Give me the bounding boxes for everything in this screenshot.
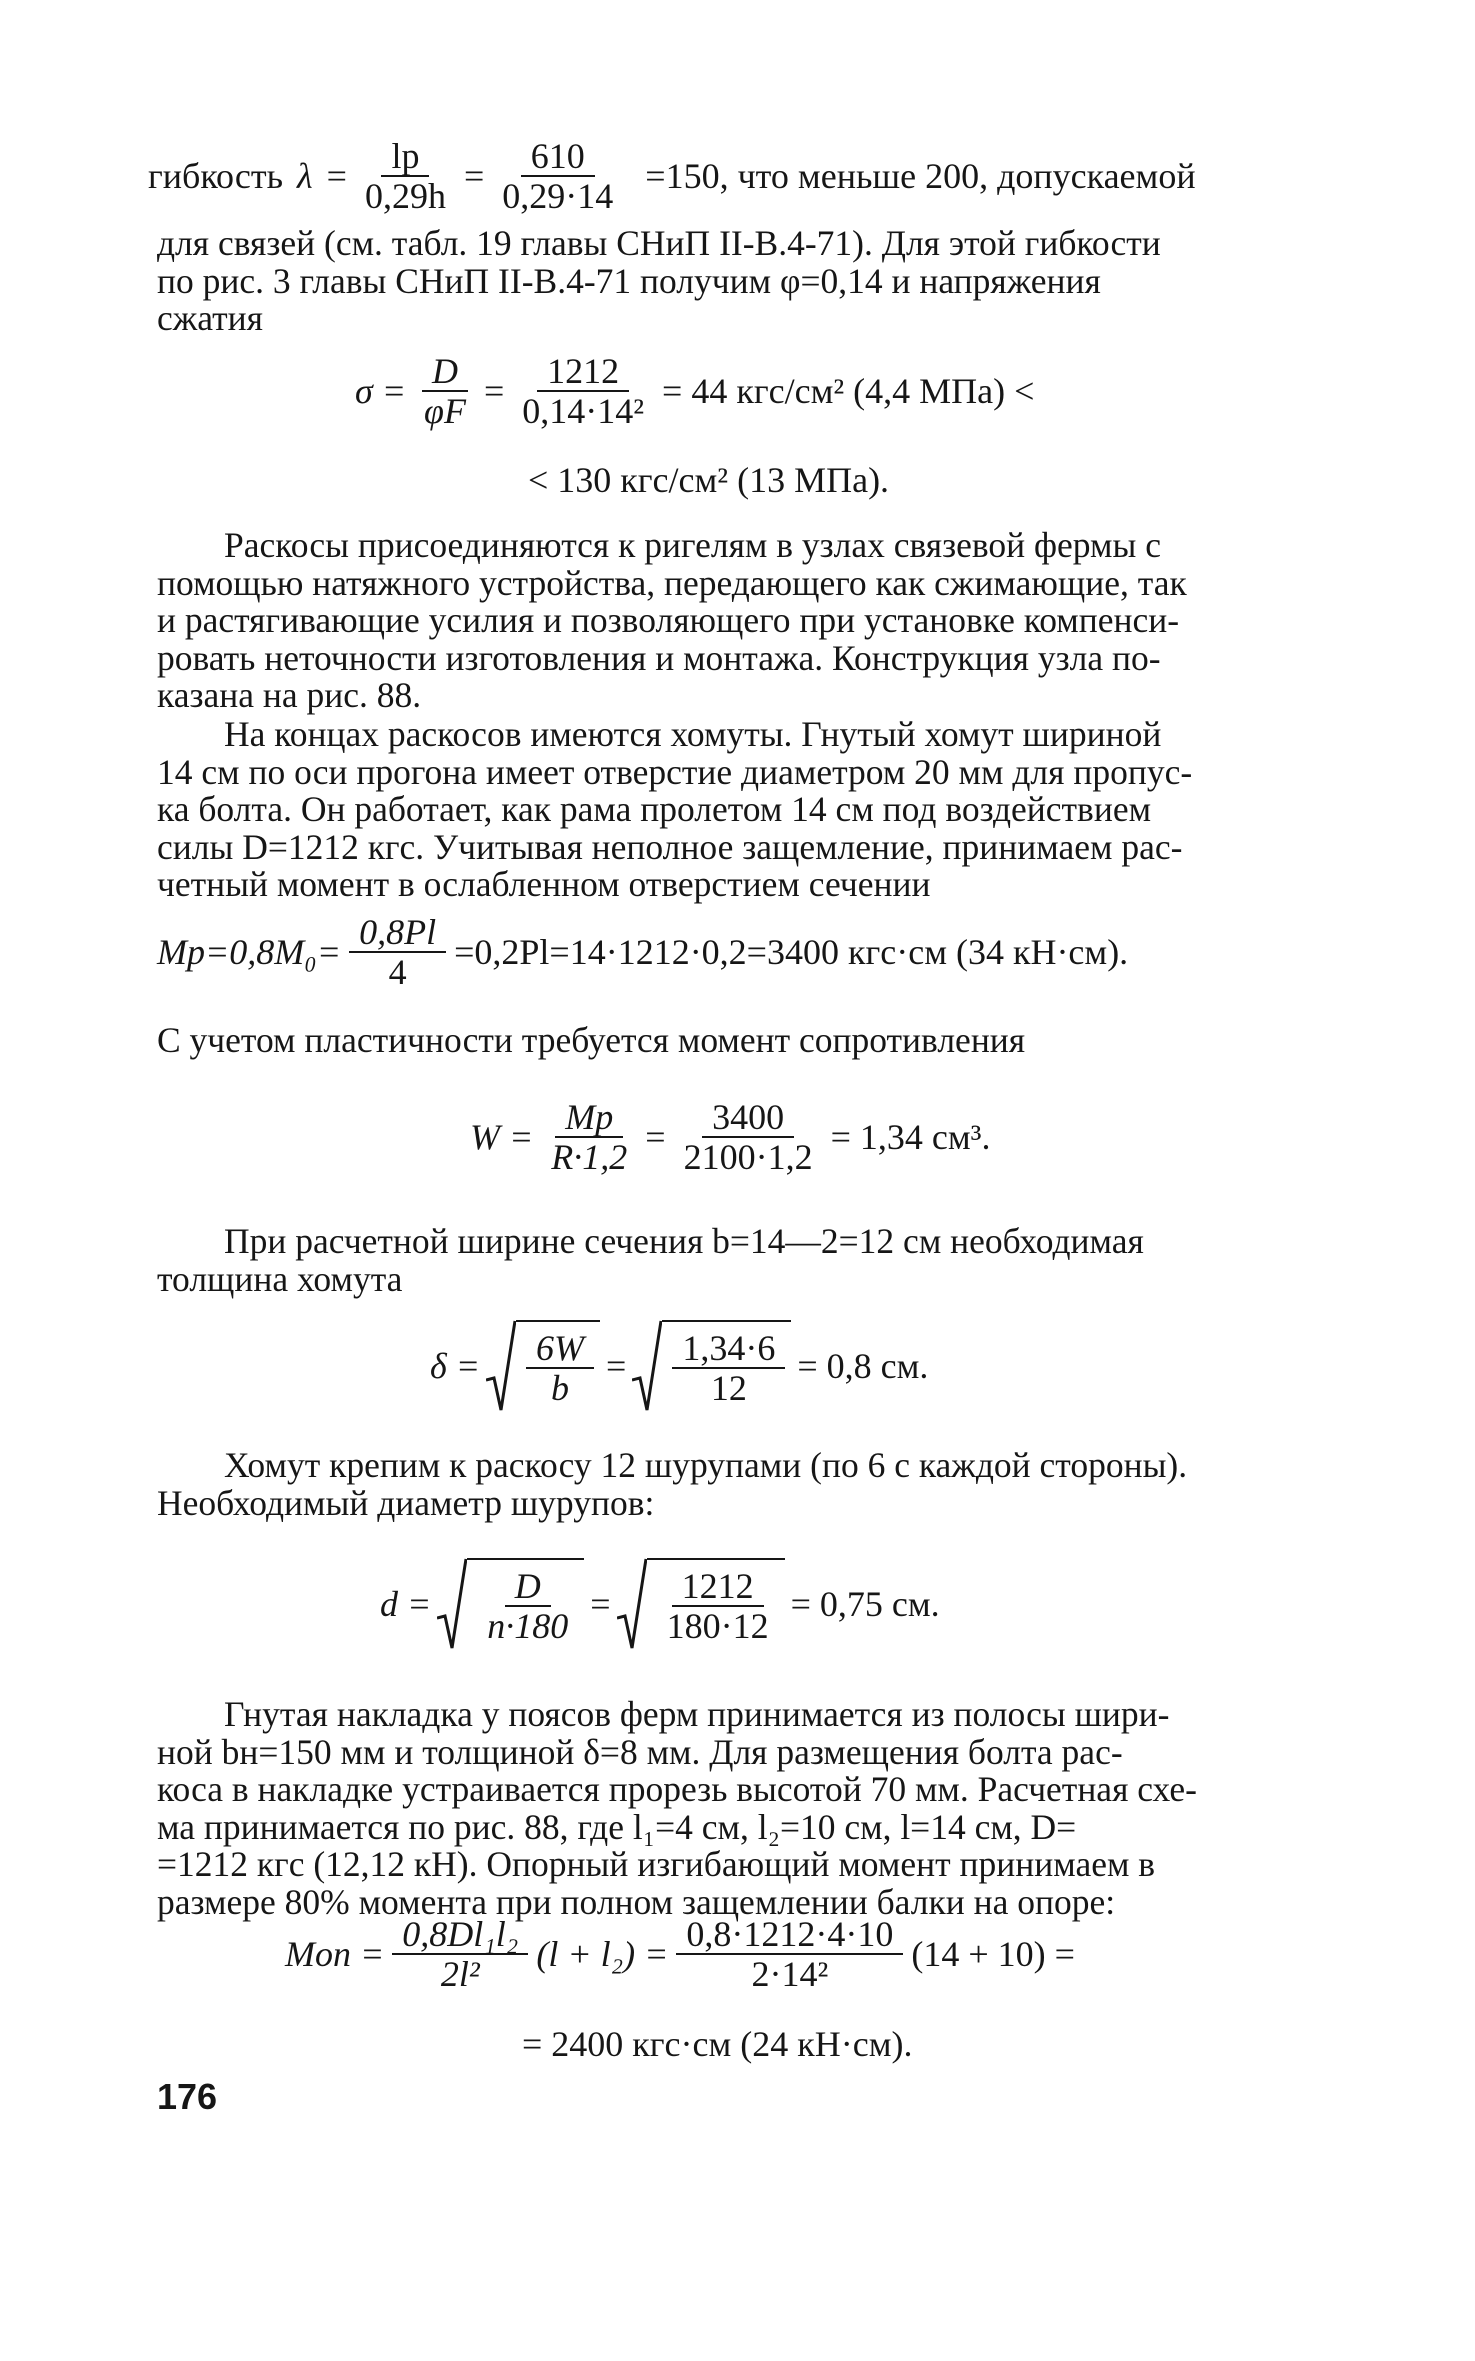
stress-limit — [528, 462, 889, 498]
fraction-denominator: 180·12 — [666, 1606, 769, 1646]
fraction-134x6-over-12 — [672, 1329, 785, 1407]
delta-lhs: δ = — [430, 1346, 481, 1386]
text-line: для связей (см. табл. 19 главы СНиП II-В.4-71). Для этой гибкости — [157, 223, 1161, 263]
equals-sign: = — [645, 1117, 666, 1157]
radicand — [647, 1558, 785, 1650]
stress-result: = 44 кгс/см² (4,4 МПа) < — [662, 371, 1035, 411]
fraction-1212-over-area — [512, 352, 654, 430]
equals-sign: = — [606, 1346, 627, 1386]
fraction-denominator: 2100·1,2 — [683, 1137, 813, 1177]
text-line: ка болта. Он работает, как рама пролетом 14 см под воздействием — [157, 789, 1152, 829]
text-line: по рис. 3 главы СНиП II-В.4-71 получим φ=0,14 и напряжения — [157, 260, 1101, 301]
fraction-numeric — [676, 1915, 903, 1993]
text-line: Необходимый диаметр шурупов: — [157, 1482, 655, 1523]
fraction-6w-over-b — [526, 1329, 594, 1407]
fraction-numerator: D — [505, 1567, 551, 1607]
fraction-denominator: n·180 — [487, 1606, 569, 1646]
text-line: На концах раскосов имеются хомуты. Гнутый хомут шириной — [224, 714, 1162, 754]
fraction-denominator: 12 — [710, 1368, 747, 1408]
fraction-numerator: 1212 — [672, 1567, 764, 1607]
support-moment-result — [522, 2026, 913, 2062]
text-line: ма принимается по рис. 88, где l₁=4 см, l₂=10 см, l=14 см, D= — [157, 1806, 1077, 1847]
fraction-d-over-phif — [414, 352, 476, 430]
screw-diameter-formula — [380, 1558, 940, 1650]
radical — [632, 1320, 791, 1412]
fraction-denominator: 2·14² — [751, 1954, 829, 1994]
section-modulus-formula — [470, 1098, 990, 1176]
radical-sign-icon — [632, 1320, 662, 1412]
stress-limit-text: < 130 кгс/см² (13 МПа). — [528, 460, 890, 500]
text-line: толщина хомута — [157, 1258, 403, 1299]
radical-sign-icon — [486, 1320, 516, 1412]
radicand — [467, 1558, 584, 1650]
page-number: 176 — [157, 2076, 218, 2117]
fraction-numerator: 0,8·1212·4·10 — [676, 1915, 903, 1955]
fraction-denominator: φF — [424, 391, 466, 431]
text-line: казана на рис. 88. — [157, 675, 422, 715]
fraction-numerator: lр — [381, 137, 429, 177]
paragraph-clamps — [157, 716, 1352, 904]
fraction-numerator: 6W — [526, 1329, 594, 1369]
d-lhs: d = — [380, 1584, 432, 1624]
fraction-denominator: 0,29h — [364, 176, 446, 216]
text-line: и растягивающие усилия и позволяющего при установке компенси- — [157, 600, 1180, 640]
w-lhs: W = — [470, 1117, 534, 1157]
fraction-d-over-n180 — [477, 1567, 578, 1645]
thickness-formula — [430, 1320, 928, 1412]
fraction-numerator: 610 — [521, 137, 595, 177]
fraction-mp-over-r12 — [541, 1098, 637, 1176]
section-modulus-result: = 1,34 см³. — [830, 1117, 991, 1157]
text-line: Хомут крепим к раскосу 12 шурупами (по 6 с каждой стороны). — [224, 1445, 1188, 1485]
support-moment-result-text: = 2400 кгс·см (24 кН·см). — [522, 2024, 913, 2064]
slenderness-text — [157, 225, 1352, 338]
thickness-result: = 0,8 см. — [797, 1346, 929, 1386]
text-line: сжатия — [157, 298, 263, 338]
fraction-numerator: 1,34·6 — [672, 1329, 785, 1369]
equals-sign: = — [326, 156, 347, 196]
fraction-numerator: 3400 — [702, 1098, 794, 1138]
fraction-08dl1l2-over-2l2 — [392, 1915, 528, 1993]
fraction-numerator: D — [422, 352, 468, 392]
text-line: При расчетной ширине сечения b=14—2=12 см необходимая — [224, 1221, 1144, 1261]
fraction-denominator: R·1,2 — [551, 1137, 628, 1177]
fraction-denominator: 4 — [388, 952, 407, 992]
screw-diameter-result: = 0,75 см. — [790, 1584, 940, 1624]
equals-sign: = — [483, 371, 505, 411]
fraction-1212-over-180x12 — [657, 1567, 779, 1645]
moment-lhs: Mр=0,8M₀= — [157, 932, 342, 972]
fraction-08pl-over-4 — [349, 913, 446, 991]
slenderness-label: гибкость — [148, 156, 284, 196]
radicand — [516, 1320, 600, 1412]
text-line: =1212 кгс (12,12 кН). Опорный изгибающий момент принимаем в — [157, 1844, 1156, 1884]
radical-sign-icon — [437, 1558, 467, 1650]
text-line: четный момент в ослабленном отверстием сечении — [157, 864, 931, 904]
text-line: Раскосы присоединяются к ригелям в узлах связевой фермы с — [224, 525, 1161, 565]
paragraph-section-modulus — [157, 1022, 1352, 1060]
moment-formula — [157, 913, 1128, 991]
fraction-denominator: b — [551, 1368, 570, 1408]
fraction-3400-over-2100x12 — [674, 1098, 823, 1176]
fraction-denominator: 0,29·14 — [502, 176, 614, 216]
equals-sign: = — [463, 156, 485, 196]
slenderness-result: =150, что меньше 200, допускаемой — [645, 156, 1196, 196]
radical — [486, 1320, 600, 1412]
stress-formula — [355, 352, 1034, 430]
radical — [437, 1558, 584, 1650]
fraction-denominator: 0,14·14² — [522, 391, 645, 431]
paragraph-screws — [157, 1447, 1352, 1522]
text-line: размере 80% момента при полном защемлении балки на опоре: — [157, 1881, 1116, 1922]
radicand — [662, 1320, 791, 1412]
mop-lhs: Mоп = — [285, 1934, 385, 1974]
text-line: 14 см по оси прогона имеет отверстие диаметром 20 мм для пропус- — [157, 751, 1193, 792]
paragraph-thickness — [157, 1223, 1352, 1298]
fraction-numerator: 0,8Dl₁l₂ — [392, 1915, 528, 1955]
text-line: ной bн=150 мм и толщиной δ=8 мм. Для размещения болта рас- — [157, 1731, 1123, 1772]
text-line: помощью натяжного устройства, передающего как сжимающие, так — [157, 562, 1187, 603]
support-moment-middle: (l + l₂) = — [536, 1934, 669, 1974]
slenderness-formula — [148, 137, 1196, 215]
radical-sign-icon — [617, 1558, 647, 1650]
support-moment-formula — [285, 1915, 1075, 1993]
text-line: ровать неточности изготовления и монтажа. Конструкция узла по- — [157, 637, 1161, 678]
moment-result: =0,2Pl=14·1212·0,2=3400 кгс·см (34 кН·см). — [454, 932, 1129, 972]
support-moment-tail: (14 + 10) = — [911, 1934, 1075, 1974]
text-line: коса в накладке устраивается прорезь высотой 70 мм. Расчетная схе- — [157, 1769, 1198, 1809]
fraction-numerator: Mр — [555, 1098, 623, 1138]
fraction-lr-over-029h — [355, 137, 456, 215]
sigma-lhs: σ = — [355, 371, 407, 411]
radical — [617, 1558, 785, 1650]
fraction-numerator: 1212 — [537, 352, 629, 392]
equals-sign: = — [590, 1584, 611, 1624]
fraction-610-over-029x14 — [492, 137, 623, 215]
text-line: С учетом пластичности требуется момент сопротивления — [157, 1020, 1026, 1060]
text-line: Гнутая накладка у поясов ферм принимается из полосы шири- — [224, 1694, 1170, 1734]
lambda-symbol: λ — [297, 156, 313, 196]
paragraph-diagonals — [157, 527, 1352, 715]
fraction-numerator: 0,8Pl — [349, 913, 446, 953]
fraction-denominator: 2l² — [440, 1954, 480, 1994]
text-line: силы D=1212 кгс. Учитывая неполное защемление, принимаем рас- — [157, 826, 1183, 867]
paragraph-plate — [157, 1696, 1352, 1921]
